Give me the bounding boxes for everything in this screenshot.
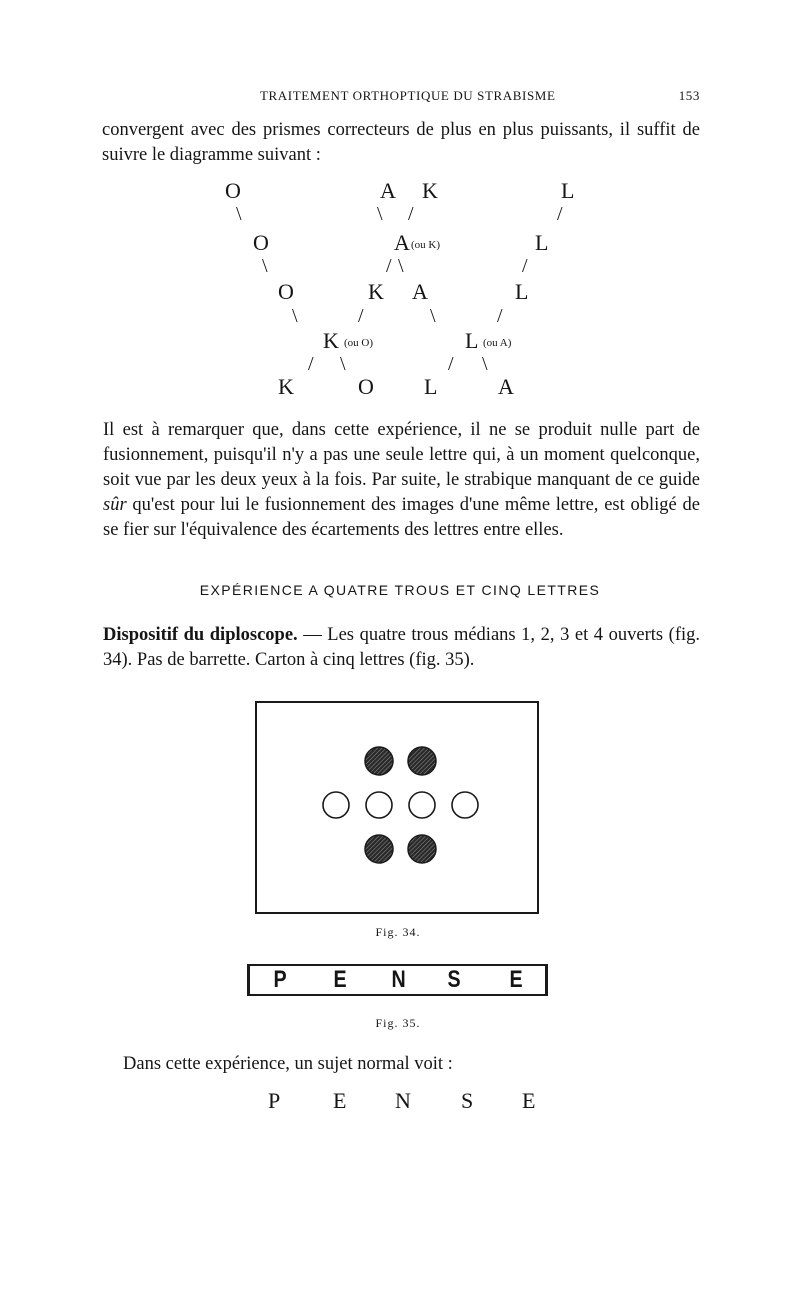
page-number: 153 — [678, 88, 700, 103]
result-letter: N — [395, 1088, 411, 1113]
diagram-note: (ou K) — [411, 239, 441, 251]
fig34-holes — [257, 703, 537, 912]
hole-open — [323, 792, 349, 818]
intro-paragraph: convergent avec des prismes correcteurs de plus en plus puissants, il suffit de suivre le diagramme suivant : — [102, 120, 700, 165]
diagram-letter: L — [561, 178, 575, 203]
fig34-caption: Fig. 34. — [375, 925, 421, 939]
fig35-card — [247, 964, 548, 996]
hole-filled — [365, 835, 393, 863]
diagram-letter: K — [278, 374, 294, 399]
hole-open — [409, 792, 435, 818]
setup-text: — Les quatre trous médians 1, 2, 3 et 4 ouverts (fig. 34). Pas de barrette. Carton à cinq lettres (fig. 35). — [103, 625, 700, 670]
diagram-letter: K — [368, 279, 384, 304]
diagram-stroke: / — [557, 203, 563, 225]
diagram-stroke: \ — [377, 203, 383, 225]
remark-paragraph — [103, 418, 700, 543]
diagram-stroke: \ — [482, 353, 488, 375]
diagram-stroke: / — [448, 353, 454, 375]
remark-text-end: qu'est pour lui le fusionnement des images d'une même lettre, est obligé de se fier sur l'équivalence des écartements des lettres entre elles. — [103, 495, 700, 540]
hole-filled — [408, 835, 436, 863]
diagram-letter: K — [323, 328, 339, 353]
hole-open — [366, 792, 392, 818]
diagram-letter: L — [465, 328, 479, 353]
card-letter: E — [333, 966, 347, 993]
diagram-stroke: / — [497, 305, 503, 327]
card-letter: E — [509, 966, 523, 993]
diagram-stroke: \ — [398, 255, 404, 277]
diagram-letter: A — [498, 374, 514, 399]
fig34-frame — [255, 701, 539, 914]
result-letter: E — [333, 1088, 347, 1113]
remark-italic: sûr — [103, 495, 127, 515]
diagram-letter: A — [394, 230, 410, 255]
diagram-letter: O — [358, 374, 374, 399]
letter-diagram — [220, 180, 600, 400]
diagram-letter: L — [535, 230, 549, 255]
diagram-letter: L — [424, 374, 438, 399]
diagram-stroke: / — [358, 305, 364, 327]
diagram-note: (ou A) — [483, 337, 512, 349]
result-letter: P — [268, 1088, 281, 1113]
fig35-caption: Fig. 35. — [375, 1016, 421, 1030]
diagram-letter: A — [380, 178, 396, 203]
section-title: EXPÉRIENCE A QUATRE TROUS ET CINQ LETTRES — [199, 582, 601, 598]
hole-filled — [408, 747, 436, 775]
diagram-letter: O — [278, 279, 294, 304]
diagram-letter: O — [253, 230, 269, 255]
diagram-letter: O — [225, 178, 241, 203]
diagram-stroke: \ — [292, 305, 298, 327]
result-letter: S — [461, 1088, 474, 1113]
diagram-stroke: / — [308, 353, 314, 375]
hole-filled — [365, 747, 393, 775]
diagram-stroke: \ — [430, 305, 436, 327]
result-letter: E — [522, 1088, 536, 1113]
result-paragraph: Dans cette expérience, un sujet normal voit : — [123, 1054, 453, 1074]
card-letter: S — [447, 966, 461, 993]
diagram-stroke: \ — [262, 255, 268, 277]
diagram-letter: K — [422, 178, 438, 203]
diagram-stroke: / — [522, 255, 528, 277]
diagram-note: (ou O) — [344, 337, 374, 349]
running-title: TRAITEMENT ORTHOPTIQUE DU STRABISME — [260, 88, 556, 103]
diagram-stroke: / — [408, 203, 414, 225]
running-header — [100, 88, 700, 108]
card-letter: P — [273, 966, 287, 993]
diagram-stroke: / — [386, 255, 392, 277]
diagram-letter: A — [412, 279, 428, 304]
card-letter: N — [391, 966, 406, 993]
diagram-stroke: \ — [340, 353, 346, 375]
diagram-letter: L — [515, 279, 529, 304]
remark-text: Il est à remarquer que, dans cette expérience, il ne se produit nulle part de fusionnement, puisqu'il n'y a pas une seule lettre qui, à un moment quelconque, soit vue par les deux yeux à la fois. Par suite, le strabique manquant de ce guide — [103, 420, 700, 490]
hole-open — [452, 792, 478, 818]
setup-paragraph — [103, 623, 700, 673]
setup-heading: Dispositif du diploscope. — [103, 625, 298, 645]
diagram-stroke: \ — [236, 203, 242, 225]
